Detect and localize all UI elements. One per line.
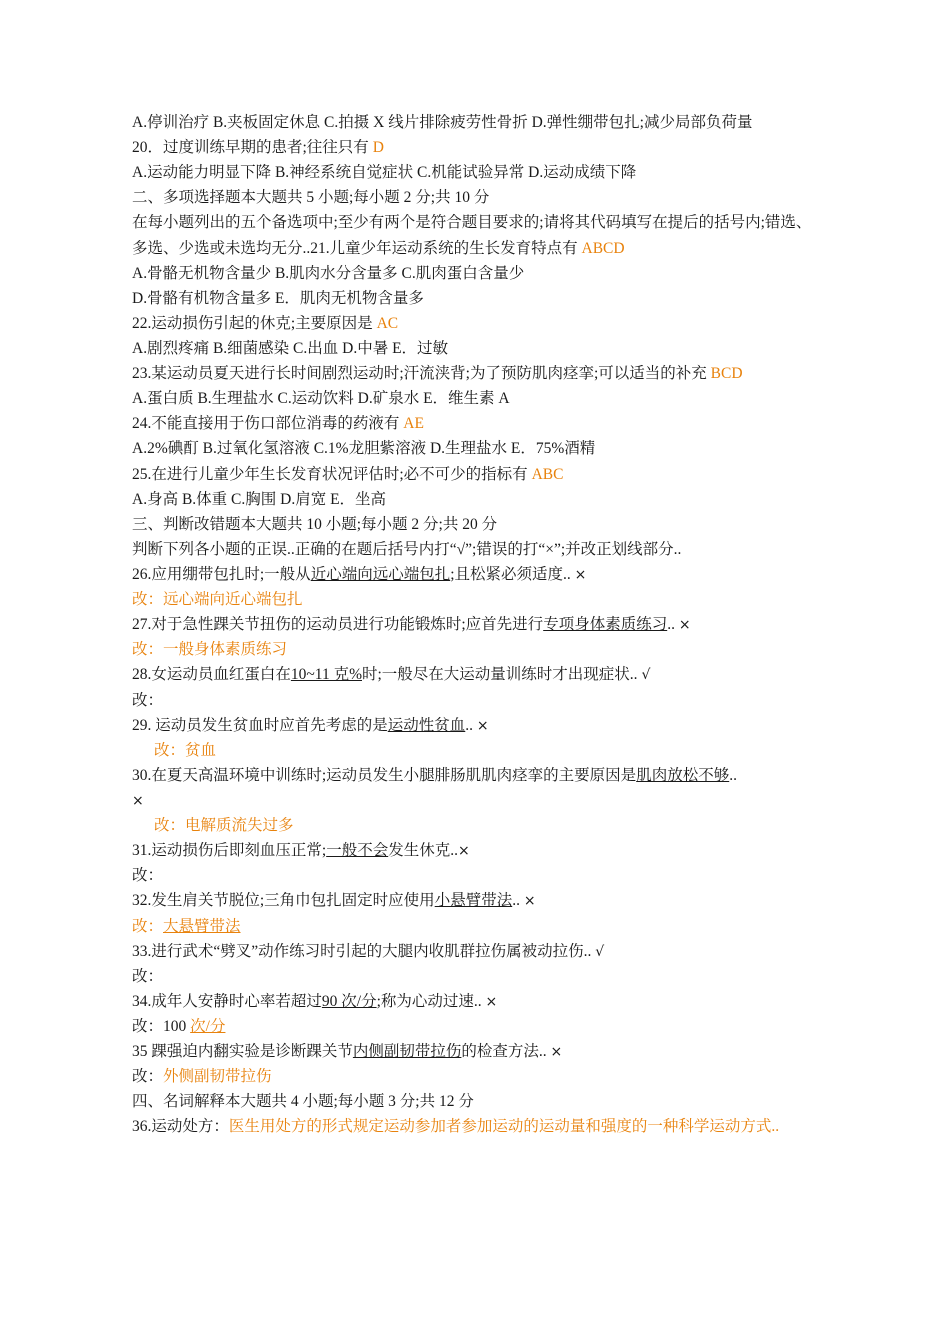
judgement-correction <box>132 813 818 838</box>
judgement-item <box>132 713 818 738</box>
item-text: 在夏天高温环境中训练时;运动员发生小腿腓肠肌肌肉痉挛的主要原因是 <box>151 766 637 784</box>
judgement-item <box>132 612 818 637</box>
item-text: 踝强迫内翻实验是诊断踝关节 <box>147 1043 353 1061</box>
answer-25: ABC <box>531 465 564 483</box>
question-text: 22.运动损伤引起的休克;主要原因是 <box>132 314 373 332</box>
judgement-item <box>132 989 818 1014</box>
judgement-instructions: 判断下列各小题的正误..正确的在题后括号内打“√”;错误的打“×”;并改正划线部分.. <box>132 540 682 558</box>
item-mark: √ <box>595 943 605 960</box>
correction-label: 改： <box>132 641 164 659</box>
judgement-correction <box>132 863 818 888</box>
item-mark: × <box>457 843 470 860</box>
item-text-suffix: 时;一般尽在大运动量训练时才出现症状.. <box>362 666 638 684</box>
text-line: A.骨骼无机物含量少 B.肌肉水分含量多 C.肌肉蛋白含量少 <box>132 264 525 282</box>
item-underlined: 专项身体素质练习 <box>543 616 668 634</box>
item-mark: × <box>574 566 587 583</box>
question-text: 24.不能直接用于伤口部位消毒的药液有 <box>132 415 400 433</box>
judgement-correction <box>132 587 818 612</box>
question-20 <box>132 135 818 160</box>
text-line: D.骨骼有机物含量多 E．肌肉无机物含量多 <box>132 289 424 307</box>
section-heading-multiple-choice: 二、多项选择题本大题共 5 小题;每小题 2 分;共 10 分 <box>132 189 490 207</box>
item-text: 进行武术“劈叉”动作练习时引起的大腿内收肌群拉伤属被动拉伤.. <box>151 942 592 960</box>
item-number: 30. <box>132 766 152 784</box>
text-line: A.停训治疗 B.夹板固定休息 C.拍摄 X 线片排除疲劳性骨折 D.弹性绷带包扎;减少局部负荷量 <box>132 114 753 131</box>
item-text-suffix: ;且松紧必须适度.. <box>450 565 571 583</box>
item-underlined: 肌肉放松不够 <box>636 766 730 784</box>
item-text-suffix: .. <box>729 766 737 784</box>
item-mark: × <box>485 993 498 1010</box>
item-underlined: 90 次/分 <box>321 992 377 1010</box>
judgement-correction <box>132 964 818 989</box>
item-text-suffix: .. <box>512 892 520 910</box>
item-underlined: 运动性贫血 <box>387 716 466 734</box>
item-number: 36. <box>132 1118 152 1136</box>
item-number: 32. <box>132 892 152 910</box>
question-36 <box>132 1114 818 1139</box>
judgement-item <box>132 888 818 913</box>
correction-answer: 一般身体素质练习 <box>163 641 288 659</box>
correction-answer: 外侧副韧带拉伤 <box>163 1068 272 1086</box>
correction-answer: 远心端向近心端包扎 <box>163 591 303 609</box>
judgement-item <box>132 1039 818 1064</box>
question-24 <box>132 411 818 436</box>
judgement-item <box>132 939 818 964</box>
judgement-correction <box>132 688 818 713</box>
judgement-item <box>132 562 818 587</box>
judgement-item <box>132 838 818 863</box>
question-text: 25.在进行儿童少年生长发育状况评估时;必不可少的指标有 <box>132 465 528 483</box>
answer-20: D <box>372 139 384 157</box>
correction-label: 改： <box>154 817 186 835</box>
item-mark: × <box>678 617 691 634</box>
question-text: 20．过度训练早期的患者;往往只有 <box>132 139 369 157</box>
correction-label: 改： <box>132 591 164 609</box>
item-number: 27. <box>132 616 152 634</box>
item-number: 34. <box>132 992 152 1010</box>
question-22 <box>132 311 818 336</box>
item-text-suffix: .. <box>465 716 474 734</box>
item-answer: 医生用处方的形式规定运动参加者参加运动的运动量和强度的一种科学运动方式.. <box>228 1118 780 1136</box>
text-line: A.剧烈疼痛 B.细菌感染 C.出血 D.中暑 E．过敏 <box>132 339 449 357</box>
question-text: 在每小题列出的五个备选项中;至少有两个是符合题目要求的;请将其代码填写在提后的括号内;错选、多选、少选或未选均无分..21.儿童少年运动系统的生长发育特点有 <box>132 214 812 257</box>
item-text: 发生肩关节脱位;三角巾包扎固定时应使用 <box>151 892 435 910</box>
item-text-suffix: ;称为心动过速.. <box>376 992 482 1010</box>
section-heading-terms: 四、名词解释本大题共 4 小题;每小题 3 分;共 12 分 <box>132 1093 474 1111</box>
judgement-item <box>132 763 818 788</box>
item-mark: × <box>132 792 144 809</box>
correction-label: 改： <box>132 867 164 885</box>
item-underlined: 内侧副韧带拉伤 <box>352 1043 462 1061</box>
answer-21: ABCD <box>581 239 625 257</box>
text-line: A.蛋白质 B.生理盐水 C.运动饮料 D.矿泉水 E．维生素 A <box>132 390 510 408</box>
item-text: 运动损伤后即刻血压正常; <box>151 842 327 860</box>
item-mark: × <box>550 1044 563 1061</box>
answer-23: BCD <box>710 365 743 383</box>
item-mark: × <box>523 893 536 910</box>
item-underlined: 近心端向远心端包扎 <box>310 565 451 583</box>
item-number: 31. <box>132 842 152 860</box>
item-text-suffix: .. <box>667 616 675 634</box>
item-underlined: 一般不会 <box>326 842 389 860</box>
question-21 <box>132 210 818 260</box>
correction-label: 改： <box>132 691 164 709</box>
judgement-correction <box>132 738 818 763</box>
judgement-correction <box>132 1064 818 1089</box>
item-number: 28. <box>132 666 152 684</box>
section-heading-judgement: 三、判断改错题本大题共 10 小题;每小题 2 分;共 20 分 <box>132 515 498 533</box>
item-number: 26. <box>132 565 152 583</box>
item-mark: × <box>476 717 489 734</box>
text-line: A.运动能力明显下降 B.神经系统自觉症状 C.机能试验异常 D.运动成绩下降 <box>132 164 637 182</box>
correction-answer: 大悬臂带法 <box>163 917 241 935</box>
correction-label: 改： <box>132 1017 164 1035</box>
item-text: 对于急性踝关节扭伤的运动员进行功能锻炼时;应首先进行 <box>151 616 544 634</box>
judgement-correction <box>132 1014 818 1039</box>
item-underlined: 10~11 克% <box>290 666 362 684</box>
question-23 <box>132 361 818 386</box>
judgement-correction <box>132 637 818 662</box>
judgement-correction <box>132 914 818 939</box>
judgement-mark-line <box>132 788 818 813</box>
item-number: 35 <box>132 1043 148 1061</box>
item-term: 运动处方： <box>151 1118 229 1136</box>
correction-answer-underlined: 次/分 <box>190 1017 226 1035</box>
question-text: 23.某运动员夏天进行长时间剧烈运动时;汗流浃背;为了预防肌肉痉挛;可以适当的补充 <box>132 365 707 383</box>
text-line: A.2%碘酊 B.过氧化氢溶液 C.1%龙胆紫溶液 D.生理盐水 E．75%酒精 <box>132 440 596 458</box>
text-line: A.身高 B.体重 C.胸围 D.肩宽 E．坐高 <box>132 490 387 508</box>
item-text: 女运动员血红蛋白在 <box>151 666 291 684</box>
item-underlined: 小悬臂带法 <box>434 892 513 910</box>
answer-22: AC <box>376 314 399 332</box>
correction-answer-plain: 100 <box>163 1017 191 1035</box>
correction-label: 改： <box>132 967 164 985</box>
item-text: 成年人安静时心率若超过 <box>151 992 322 1010</box>
item-number: 29. <box>132 716 152 734</box>
item-text: 应用绷带包扎时;一般从 <box>151 565 311 583</box>
answer-24: AE <box>403 415 424 433</box>
item-number: 33. <box>132 942 152 960</box>
item-mark: √ <box>641 667 651 684</box>
judgement-item <box>132 662 818 687</box>
correction-label: 改： <box>132 917 164 935</box>
item-text-suffix: 发生休克.. <box>388 842 458 860</box>
item-text-suffix: 的检查方法.. <box>461 1043 547 1061</box>
question-25 <box>132 462 818 487</box>
correction-label: 改： <box>132 1068 164 1086</box>
item-text: 运动员发生贫血时应首先考虑的是 <box>151 716 388 734</box>
correction-answer: 电解质流失过多 <box>185 817 294 835</box>
correction-label: 改： <box>154 741 186 759</box>
correction-answer: 贫血 <box>185 741 217 759</box>
